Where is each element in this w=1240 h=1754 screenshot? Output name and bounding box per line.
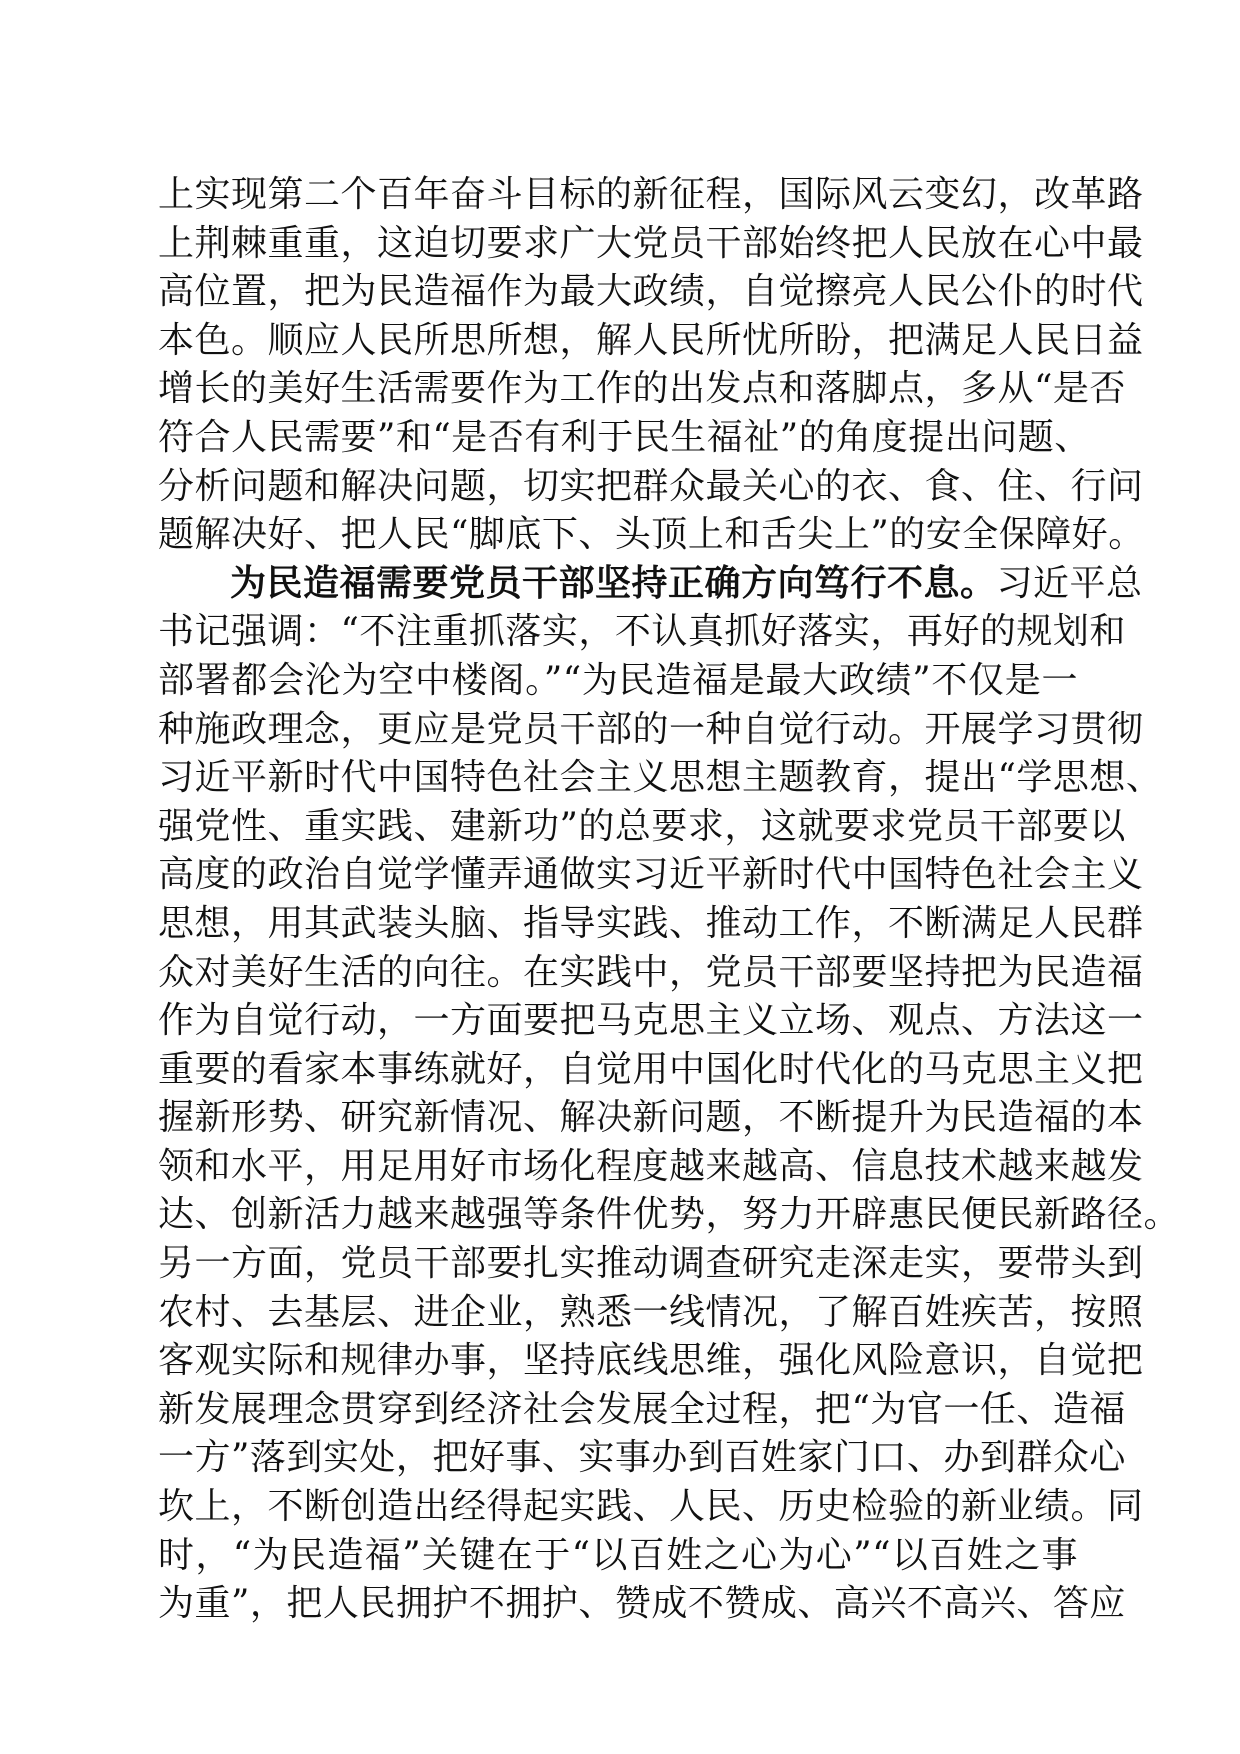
text-line: 高位置，把为民造福作为最大政绩，自觉擦亮人民公仆的时代 — [158, 271, 1144, 313]
text-line: 重要的看家本事练就好，自觉用中国化时代化的马克思主义把 — [158, 1048, 1144, 1090]
text-line: 作为自觉行动，一方面要把马克思主义立场、观点、方法这一 — [158, 1000, 1144, 1042]
text-line: 上荆棘重重，这迫切要求广大党员干部始终把人民放在心中最 — [158, 222, 1144, 264]
text-line: 种施政理念，更应是党员干部的一种自觉行动。开展学习贯彻 — [158, 708, 1144, 750]
text-line: 领和水平，用足用好市场化程度越来越高、信息技术越来越发 — [158, 1145, 1144, 1187]
paragraph-heading-line — [158, 560, 1143, 609]
text-line: 上实现第二个百年奋斗目标的新征程，国际风云变幻，改革路 — [158, 174, 1144, 215]
text-line: 为重”，把人民拥护不拥护、赞成不赞成、高兴不高兴、答应 — [158, 1583, 1126, 1625]
text-line: 握新形势、研究新情况、解决新问题，不断提升为民造福的本 — [158, 1097, 1144, 1139]
text-line: 坎上，不断创造出经得起实践、人民、历史检验的新业绩。同 — [158, 1486, 1144, 1528]
text-line: 强党性、重实践、建新功”的总要求，这就要求党员干部要以 — [158, 805, 1126, 847]
text-line: 众对美好生活的向往。在实践中，党员干部要坚持把为民造福 — [158, 951, 1144, 993]
text-line: 部署都会沦为空中楼阁。”“为民造福是最大政绩”不仅是一 — [158, 659, 1078, 701]
text-line: 新发展理念贯穿到经济社会发展全过程，把“为官一任、造福 — [158, 1388, 1126, 1430]
text-line: 农村、去基层、进企业，熟悉一线情况，了解百姓疾苦，按照 — [158, 1291, 1144, 1333]
text-line: 增长的美好生活需要作为工作的出发点和落脚点，多从“是否 — [158, 368, 1126, 410]
body-text — [158, 171, 1181, 1629]
paragraph-heading: 为民造福需要党员干部坚持正确方向笃行不息。 — [230, 562, 997, 604]
text-line: 本色。顺应人民所思所想，解人民所忧所盼，把满足人民日益 — [158, 319, 1144, 361]
text-line: 符合人民需要”和“是否有利于民生福祉”的角度提出问题、 — [158, 416, 1091, 458]
text-line: 书记强调：“不注重抓落实，不认真抓好落实，再好的规划和 — [158, 611, 1126, 653]
text-line: 分析问题和解决问题，切实把群众最关心的衣、食、住、行问 — [158, 465, 1144, 507]
text-line: 另一方面，党员干部要扎实推动调查研究走深走实，要带头到 — [158, 1243, 1144, 1285]
text-line: 思想，用其武装头脑、指导实践、推动工作，不断满足人民群 — [158, 902, 1144, 944]
text-fragment: 习近平总 — [996, 562, 1143, 604]
text-line: 高度的政治自觉学懂弄通做实习近平新时代中国特色社会主义 — [158, 854, 1144, 896]
text-line: 一方”落到实处，把好事、实事办到百姓家门口、办到群众心 — [158, 1437, 1126, 1479]
text-line: 时，“为民造福”关键在于“以百姓之心为心”“以百姓之事 — [158, 1534, 1078, 1576]
text-line: 题解决好、把人民“脚底下、头顶上和舌尖上”的安全保障好。 — [158, 514, 1145, 556]
text-line: 习近平新时代中国特色社会主义思想主题教育，提出“学思想、 — [158, 757, 1163, 799]
text-line: 达、创新活力越来越强等条件优势，努力开辟惠民便民新路径。 — [158, 1194, 1181, 1236]
text-line: 客观实际和规律办事，坚持底线思维，强化风险意识，自觉把 — [158, 1340, 1144, 1382]
